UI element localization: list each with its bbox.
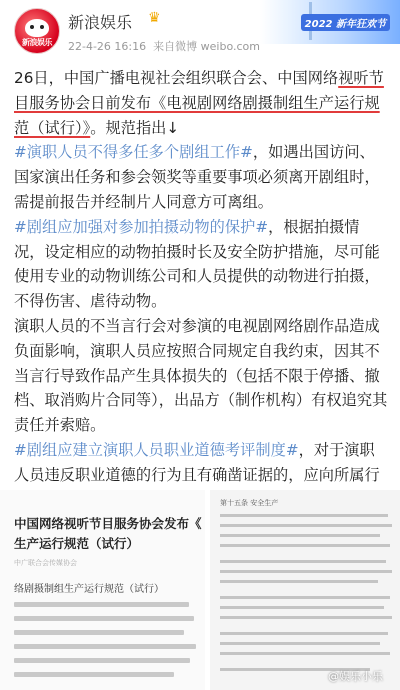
post-body [14,66,388,512]
post-text-segment: ，根据拍摄情况，设定相应的动物拍摄时长及安全防护措施，尽可能使用专业的动物训练公司和人员提供的动物进行拍摄，不得伤害、虐待动物。 [14,217,380,311]
attached-image-left[interactable] [0,490,205,690]
post-timestamp: 22-4-26 16:16 [68,40,147,53]
doc-text-line [220,596,390,599]
post-header [0,0,400,60]
doc-text-line [220,606,384,609]
post-meta [68,38,260,54]
post-text-segment: ，对于演职人员违反职业道德的行为且有确凿证据的，应向所属行 [14,440,380,484]
post-text-segment: 26日，中国广播电视社会组织联合会、中国网络 [14,69,339,87]
post-paragraph [14,140,388,214]
hashtag-link[interactable]: #剧组应建立演职人员职业道德考评制度# [14,440,299,459]
doc-text-line [14,644,196,649]
avatar-eye-right [40,25,44,29]
doc-subtitle: 中广联合会传媒协会 [14,559,77,567]
doc-text-line [220,652,390,655]
doc-text-line [220,642,380,645]
doc-title-line2: 生产运行规范（试行） [14,536,140,551]
doc-text-line [220,560,386,563]
doc-right-heading: 第十五条 安全生产 [220,499,279,507]
doc-text-line [220,514,388,517]
hashtag-link[interactable]: #演职人员不得多任多个剧组工作# [14,143,253,162]
doc-text-line [220,580,378,583]
post-text-segment: 。规范指出↓ [90,118,180,137]
hashtag-link[interactable]: #剧组应加强对参加拍摄动物的保护# [14,217,269,236]
doc-text-line [14,602,189,607]
avatar-mascot-face [25,19,49,37]
avatar-eye-left [30,25,34,29]
doc-text-line [14,672,174,677]
post-paragraph [14,215,388,314]
watermark: @娱乐小乐 [328,670,383,683]
doc-title-line1: 中国网络视听节目服务协会发布《 [14,516,202,531]
banner-text: 2022 新年狂欢节 [301,14,390,31]
post-paragraph [14,66,388,140]
avatar-label: 新浪娱乐 [22,38,52,47]
doc-text-line [14,616,194,621]
post-paragraph [14,314,388,438]
doc-text-line [220,570,392,573]
crown-icon: ♛ [148,10,161,26]
attached-image-right[interactable] [210,490,400,690]
doc-text-line [220,632,388,635]
account-avatar[interactable] [14,8,60,54]
post-text-segment: 演职人员的不当言行会对参演的电视剧网络剧作品造成负面影响，演职人员应按照合同规定自我约束，因其不当言行导致作品产生具体损失的（包括不限于停播、撤档、取消购片合同等），出品方（制作机构）有权追究其责任并索赔。 [14,316,388,435]
doc-heading: 络剧摄制组生产运行规范（试行） [14,584,164,595]
doc-text-line [220,524,392,527]
doc-text-line [14,658,190,663]
account-name[interactable]: 新浪娱乐 [68,13,133,32]
highlighted-text: 视听节目服务协会日前发布《电视剧网络剧摄制组生产运行规范（试行）》 [14,69,384,137]
promo-banner[interactable] [260,0,400,44]
post-source: 来自微博 weibo.com [153,40,260,53]
doc-text-line [14,630,184,635]
doc-text-line [220,544,390,547]
doc-text-line [220,616,392,619]
doc-text-line [220,534,380,537]
post-text-segment: ，如遇出国访问、国家演出任务和参会领奖等重要事项必须离开剧组时，需提前报告并经制片人同意方可离组。 [14,143,380,211]
